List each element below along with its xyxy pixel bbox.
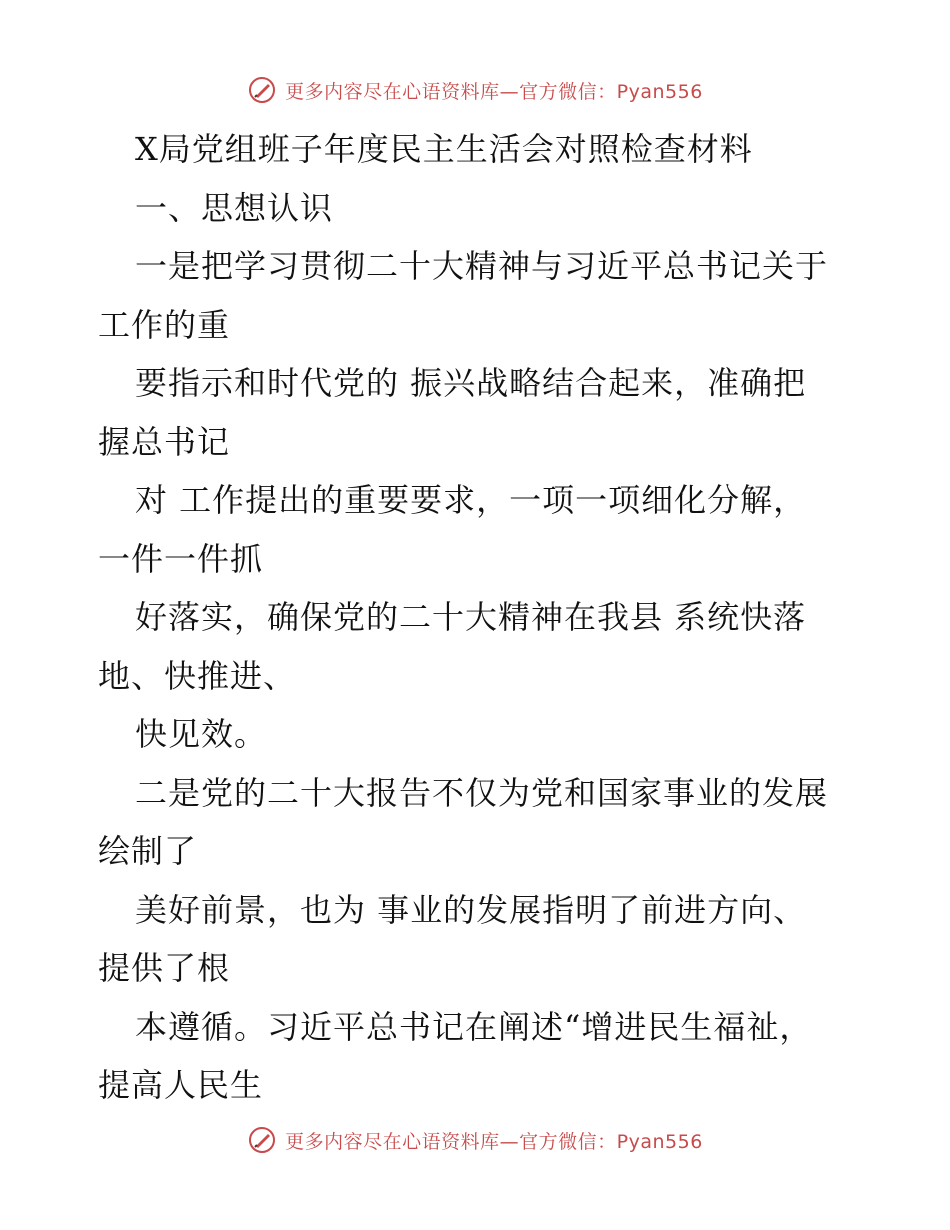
section-heading: 一、思想认识 bbox=[135, 188, 334, 227]
paragraph-line: 本遵循。习近平总书记在阐述“增进民生福祉， bbox=[135, 1007, 813, 1046]
paragraph-line: 工作的重 bbox=[98, 305, 231, 344]
quill-logo-icon bbox=[247, 75, 277, 105]
footer-watermark-banner bbox=[0, 1122, 950, 1158]
paragraph-line: 美好前景，也为 事业的发展指明了前进方向、 bbox=[135, 890, 807, 929]
document-title: X局党组班子年度民主生活会对照检查材料 bbox=[135, 130, 753, 168]
paragraph-line: 二是党的二十大报告不仅为党和国家事业的发展 bbox=[135, 773, 829, 812]
footer-watermark-text: 更多内容尽在心语资料库—官方微信：Pyan556 bbox=[285, 1130, 703, 1153]
document-body bbox=[98, 120, 858, 1115]
paragraph-line: 绘制了 bbox=[98, 832, 198, 870]
paragraph-line: 提供了根 bbox=[98, 949, 231, 987]
paragraph-line: 好落实，确保党的二十大精神在我县 系统快落 bbox=[135, 598, 807, 636]
quill-logo-icon bbox=[247, 1125, 277, 1155]
paragraph-line: 要指示和时代党的 振兴战略结合起来，准确把 bbox=[135, 364, 807, 402]
paragraph-line: 提高人民生 bbox=[98, 1066, 264, 1104]
header-watermark-text: 更多内容尽在心语资料库—官方微信：Pyan556 bbox=[285, 80, 703, 103]
paragraph-line: 地、快推进、 bbox=[98, 656, 297, 695]
paragraph-line: 快见效。 bbox=[135, 715, 268, 753]
paragraph-line: 一是把学习贯彻二十大精神与习近平总书记关于 bbox=[135, 247, 829, 285]
paragraph-line: 对 工作提出的重要要求，一项一项细化分解， bbox=[135, 481, 807, 519]
header-watermark-banner bbox=[0, 72, 950, 108]
paragraph-line: 握总书记 bbox=[98, 422, 231, 461]
paragraph-line: 一件一件抓 bbox=[98, 539, 264, 578]
